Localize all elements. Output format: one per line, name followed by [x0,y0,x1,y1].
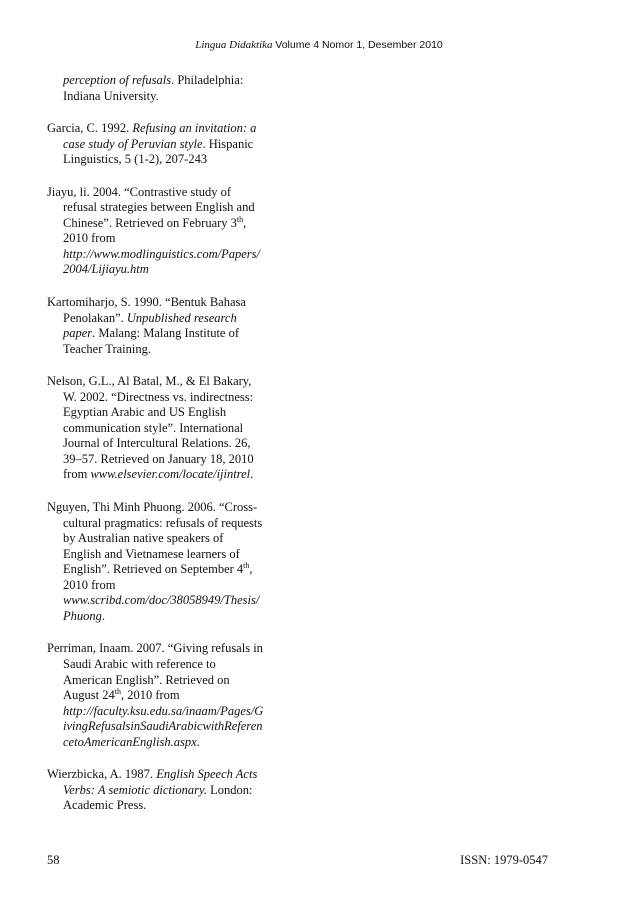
reference-line [63,152,207,166]
reference-text: Penolakan”. [63,310,127,325]
reference-text: 39–57. Retrieved on January 18, 2010 [63,451,254,466]
reference-text: August 24 [63,688,115,703]
reference-line [47,185,231,199]
reference-line [63,452,254,466]
reference-text: 2010 from [63,577,116,592]
superscript: th [236,214,244,224]
reference-line [63,390,253,404]
reference-line [63,516,262,530]
reference-text: Egyptian Arabic and US English [63,405,227,420]
reference-entry [47,500,279,624]
italic-text: Refusing an invitation: a [132,121,257,136]
reference-text: English and Vietnamese learners of [63,546,240,561]
reference-line [63,688,180,702]
reference-text: Academic Press. [63,798,147,813]
reference-line [63,673,230,687]
italic-text: paper [63,326,93,341]
reference-text: . Hispanic [202,136,254,151]
reference-line [47,500,257,514]
reference-line [63,436,250,450]
reference-text: refusal strategies between English and [63,200,255,215]
reference-line [63,216,246,230]
reference-line [63,735,200,749]
reference-text: from [63,467,91,482]
reference-text: Linguistics, 5 (1-2), 207-243 [63,152,208,167]
reference-entry [47,374,279,483]
reference-line [63,704,263,718]
italic-text: perception of refusals [63,73,172,87]
reference-line [47,121,256,135]
reference-text: American English”. Retrieved on [63,672,230,687]
reference-line [63,421,243,435]
reference-line [47,641,263,655]
reference-entry [47,641,279,750]
italic-text: English Speech Acts [156,767,258,782]
reference-entry [47,121,279,168]
italic-text: 2004/Lijiayu.htm [63,262,149,277]
italic-text: http://faculty.ksu.edu.sa/inaam/Pages/G [63,703,264,718]
reference-text: . [101,608,106,623]
journal-issue: Volume 4 Nomor 1, Desember 2010 [275,39,443,51]
reference-text: Teacher Training. [63,341,151,356]
reference-line [63,719,263,733]
reference-text: Kartomiharjo, S. 1990. “Bentuk Bahasa [47,295,246,310]
reference-text: cultural pragmatics: refusals of requests [63,515,263,530]
reference-line [63,262,149,276]
reference-text: English”. Retrieved on September 4 [63,562,244,577]
italic-text: ivingRefusalsinSaudiArabicwithReferen [63,719,263,734]
superscript: th [114,687,121,697]
reference-line [63,89,159,103]
reference-text: London: [206,782,253,797]
reference-line [63,247,260,261]
reference-line [63,783,252,797]
reference-entry [47,295,279,357]
reference-text: . Philadelphia: [171,73,244,87]
reference-text: , 2010 from [120,688,180,703]
italic-text: www.elsevier.com/locate/ijintrel [90,467,251,482]
reference-line [63,798,146,812]
reference-line [63,231,115,245]
reference-text: , [243,215,247,230]
reference-text: . Malang: Malang Institute of [92,326,240,341]
reference-line [63,609,105,623]
reference-list [47,73,279,831]
reference-line [47,295,246,309]
reference-text: by Australian native speakers of [63,531,224,546]
italic-text: www.scribd.com/doc/38058949/Thesis/ [63,593,260,608]
italic-text: cetoAmericanEnglish.aspx [63,734,197,749]
reference-line [63,405,226,419]
reference-line [63,547,240,561]
reference-text: Indiana University. [63,88,159,103]
reference-line [47,374,251,388]
reference-entry [47,185,279,278]
reference-text: Journal of Intercultural Relations. 26, [63,436,251,451]
reference-text: communication style”. International [63,420,244,435]
reference-text: Jiayu, li. 2004. “Contrastive study of [47,184,232,199]
reference-line [63,200,255,214]
reference-line [63,326,239,340]
reference-line [63,578,115,592]
italic-text: Verbs: A semiotic dictionary. [63,782,207,797]
reference-line [63,137,253,151]
reference-entry [47,73,279,104]
reference-text: Saudi Arabic with reference to [63,656,216,671]
reference-text: Nelson, G.L., Al Batal, M., & El Bakary, [47,374,252,389]
italic-text: http://www.modlinguistics.com/Papers/ [63,246,260,261]
italic-text: Unpublished research [126,310,237,325]
reference-line [63,467,253,481]
journal-name: Lingua Didaktika [195,39,273,51]
reference-text: Chinese”. Retrieved on February 3 [63,215,237,230]
reference-entry [47,767,279,814]
reference-line [63,593,259,607]
reference-line [47,767,257,781]
reference-text: 2010 from [63,231,116,246]
reference-text: Perriman, Inaam. 2007. “Giving refusals in [47,641,263,656]
page-number: 58 [47,853,60,867]
reference-text: , [249,562,253,577]
reference-line [63,562,253,576]
reference-text: . [250,467,254,482]
superscript: th [243,561,250,571]
reference-line [63,531,223,545]
reference-text: Garcia, C. 1992. [47,121,133,136]
reference-line [63,657,216,671]
reference-text: Nguyen, Thi Minh Phuong. 2006. “Cross- [47,500,258,515]
reference-line [63,342,151,356]
reference-line [63,311,237,325]
reference-line [63,73,243,87]
reference-text: . [196,734,200,749]
italic-text: case study of Peruvian style [63,136,203,151]
issn-label: ISSN: 1979-0547 [460,853,548,867]
reference-text: Wierzbicka, A. 1987. [47,767,157,782]
italic-text: Phuong [63,608,102,623]
running-header [0,39,638,52]
reference-text: W. 2002. “Directness vs. indirectness: [63,389,254,404]
